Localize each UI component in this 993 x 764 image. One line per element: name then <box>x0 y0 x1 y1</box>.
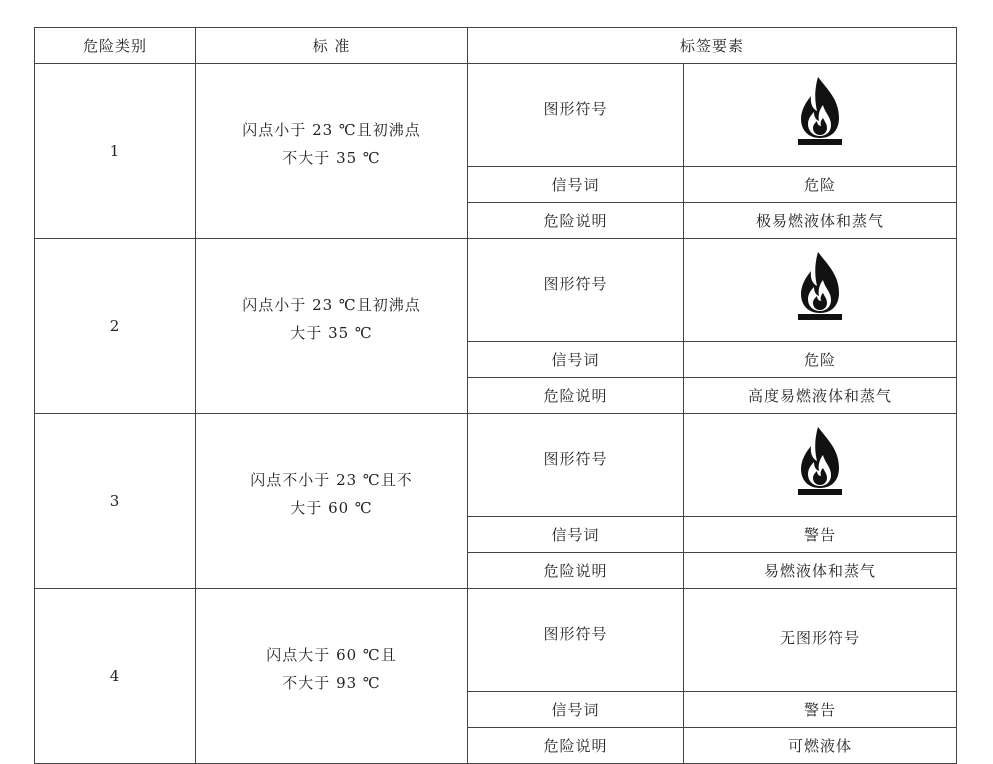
category-cell: 2 <box>35 239 196 414</box>
flame-icon <box>795 76 845 154</box>
no-symbol-text: 无图形符号 <box>684 589 957 692</box>
flame-icon <box>795 426 845 504</box>
hazard-label: 危险说明 <box>468 378 684 414</box>
criteria-line: 闪点小于 23 ℃且初沸点 <box>242 296 421 314</box>
signal-label: 信号词 <box>468 167 684 203</box>
table-row <box>35 589 957 692</box>
symbol-label: 图形符号 <box>468 239 684 342</box>
signal-label: 信号词 <box>468 517 684 553</box>
hazard-statement: 高度易燃液体和蒸气 <box>684 378 957 414</box>
signal-word: 警告 <box>684 517 957 553</box>
criteria-line: 闪点大于 60 ℃且 <box>266 646 397 664</box>
criteria-line: 不大于 35 ℃ <box>282 149 381 167</box>
signal-word: 危险 <box>684 342 957 378</box>
symbol-label: 图形符号 <box>468 64 684 167</box>
symbol-cell <box>684 414 957 517</box>
category-cell: 3 <box>35 414 196 589</box>
category-cell: 1 <box>35 64 196 239</box>
symbol-label: 图形符号 <box>468 414 684 517</box>
criteria-cell <box>196 589 468 764</box>
criteria-line: 闪点小于 23 ℃且初沸点 <box>242 121 421 139</box>
signal-label: 信号词 <box>468 692 684 728</box>
header-row <box>35 28 957 64</box>
signal-word: 危险 <box>684 167 957 203</box>
criteria-line: 闪点不小于 23 ℃且不 <box>250 471 413 489</box>
classification-table <box>34 27 957 764</box>
criteria-cell <box>196 239 468 414</box>
category-cell: 4 <box>35 589 196 764</box>
symbol-cell <box>684 239 957 342</box>
flame-icon <box>795 251 845 329</box>
signal-label: 信号词 <box>468 342 684 378</box>
hazard-statement: 可燃液体 <box>684 728 957 764</box>
hazard-label: 危险说明 <box>468 728 684 764</box>
criteria-cell <box>196 414 468 589</box>
table-row <box>35 239 957 342</box>
hazard-label: 危险说明 <box>468 203 684 239</box>
table-row <box>35 414 957 517</box>
symbol-cell <box>684 64 957 167</box>
criteria-line: 大于 60 ℃ <box>290 499 373 517</box>
header-criteria: 标 准 <box>196 28 468 64</box>
table-row <box>35 64 957 167</box>
criteria-cell <box>196 64 468 239</box>
signal-word: 警告 <box>684 692 957 728</box>
criteria-line: 不大于 93 ℃ <box>282 674 381 692</box>
hazard-statement: 极易燃液体和蒸气 <box>684 203 957 239</box>
header-category: 危险类别 <box>35 28 196 64</box>
criteria-line: 大于 35 ℃ <box>290 324 373 342</box>
hazard-statement: 易燃液体和蒸气 <box>684 553 957 589</box>
header-label-elements: 标签要素 <box>468 28 957 64</box>
hazard-label: 危险说明 <box>468 553 684 589</box>
symbol-label: 图形符号 <box>468 589 684 692</box>
